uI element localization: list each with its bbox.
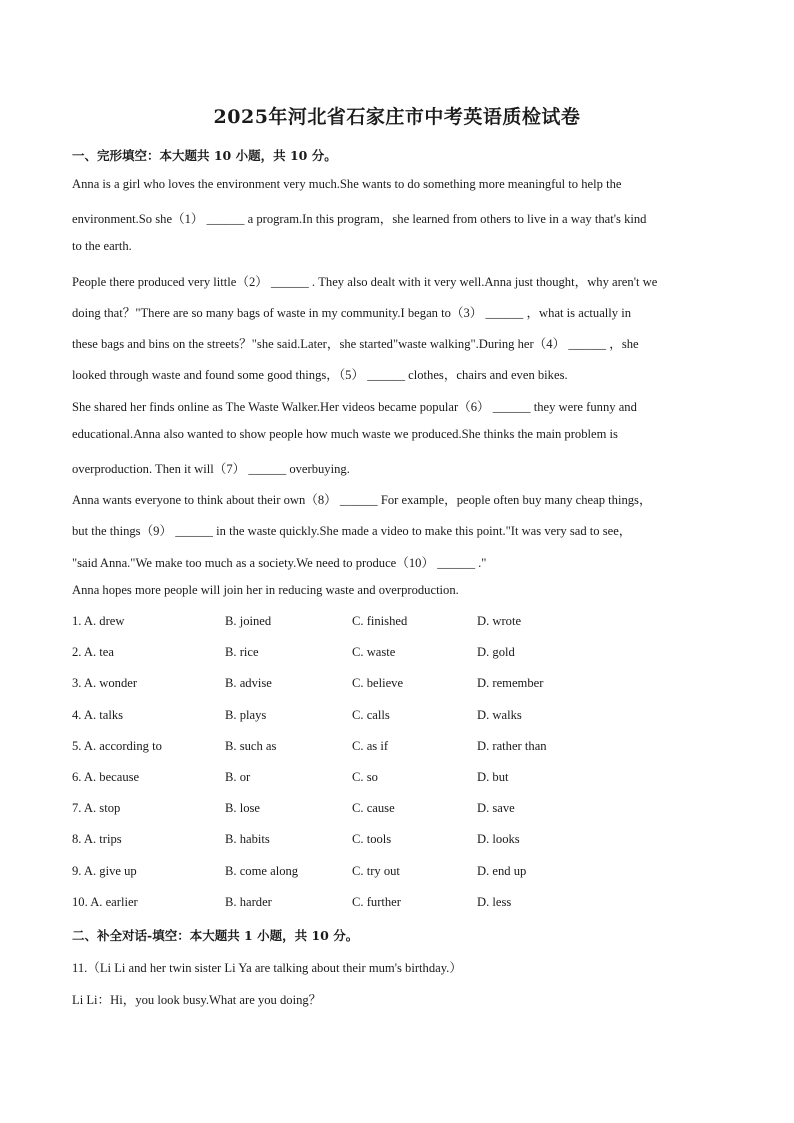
passage-line: Anna wants everyone to think about their own（8） ______ For example，people often buy many cheap things， bbox=[72, 493, 652, 507]
option-choice: D. rather than bbox=[477, 738, 547, 753]
passage-line: Anna hopes more people will join her in reducing waste and overproduction. bbox=[72, 583, 459, 597]
option-choice: B. rice bbox=[225, 645, 259, 660]
option-choice: 8. A. trips bbox=[72, 832, 122, 847]
question-options-row bbox=[72, 739, 592, 755]
option-choice: B. joined bbox=[225, 614, 272, 628]
passage-line: these bags and bins on the streets？"she said.Later，she started"waste walking".During her（4） ______ ，she bbox=[72, 337, 639, 351]
option-choice: B. or bbox=[225, 770, 251, 784]
passage-line: but the things（9） ______ in the waste quickly.She made a video to make this point."It was very sad to see， bbox=[72, 524, 632, 538]
option-choice: C. so bbox=[352, 770, 378, 784]
option-choice: C. try out bbox=[352, 863, 400, 878]
passage-line: Anna is a girl who loves the environment very much.She wants to do something more meaningful to help the bbox=[72, 177, 622, 191]
question-options-row bbox=[72, 895, 592, 911]
section2-heading: 二、补全对话-填空：本大题共 1 小题，共 10 分。 bbox=[72, 928, 359, 943]
option-choice: 2. A. tea bbox=[72, 645, 114, 660]
passage-line: looked through waste and found some good things，（5） ______ clothes，chairs and even bikes. bbox=[72, 368, 568, 382]
option-choice: D. less bbox=[477, 894, 512, 909]
option-choice: C. tools bbox=[352, 832, 392, 847]
exam-title: 2025年河北省石家庄市中考英语质检试卷 bbox=[213, 106, 581, 128]
option-choice: D. but bbox=[477, 770, 509, 784]
option-choice: 1. A. drew bbox=[72, 614, 125, 628]
option-choice: D. remember bbox=[477, 676, 544, 691]
option-choice: B. plays bbox=[225, 707, 267, 722]
option-choice: D. wrote bbox=[477, 614, 522, 628]
passage-line: educational.Anna also wanted to show people how much waste we produced.She thinks the main problem is bbox=[72, 427, 618, 441]
option-choice: C. cause bbox=[352, 801, 395, 816]
dialogue-line: Li Li：Hi，you look busy.What are you doing？ bbox=[72, 993, 322, 1007]
passage-line: doing that？"There are so many bags of waste in my community.I began to（3） ______ ，what is actually in bbox=[72, 306, 632, 320]
option-choice: C. as if bbox=[352, 738, 389, 753]
option-choice: B. advise bbox=[225, 676, 272, 691]
passage-line: She shared her finds online as The Waste Walker.Her videos became popular（6） ______ they were funny and bbox=[72, 400, 637, 414]
option-choice: D. save bbox=[477, 801, 515, 816]
option-choice: 5. A. according to bbox=[72, 738, 162, 753]
option-choice: C. believe bbox=[352, 676, 404, 691]
question-options-row bbox=[72, 614, 592, 630]
option-choice: 7. A. stop bbox=[72, 801, 121, 816]
option-choice: B. harder bbox=[225, 894, 272, 909]
option-choice: D. gold bbox=[477, 645, 515, 660]
option-choice: B. such as bbox=[225, 738, 277, 753]
option-choice: 3. A. wonder bbox=[72, 676, 138, 691]
question-options-row bbox=[72, 801, 592, 817]
passage-line: overproduction. Then it will（7） ______ overbuying. bbox=[72, 462, 350, 476]
question-options-row bbox=[72, 708, 592, 724]
dialogue-intro: 11.（Li Li and her twin sister Li Ya are talking about their mum's birthday.） bbox=[72, 961, 462, 975]
option-choice: 6. A. because bbox=[72, 770, 140, 784]
option-choice: C. calls bbox=[352, 707, 390, 722]
option-choice: B. come along bbox=[225, 863, 299, 878]
passage-line: "said Anna."We make too much as a society.We need to produce（10） ______ ." bbox=[72, 556, 487, 570]
option-choice: 9. A. give up bbox=[72, 863, 137, 878]
option-choice: C. waste bbox=[352, 645, 396, 660]
section1-heading: 一、完形填空：本大题共 10 小题，共 10 分。 bbox=[72, 148, 337, 163]
option-choice: C. finished bbox=[352, 614, 408, 628]
question-options-row bbox=[72, 676, 592, 692]
option-choice: 10. A. earlier bbox=[72, 894, 138, 909]
option-choice: D. looks bbox=[477, 832, 520, 847]
option-choice: C. further bbox=[352, 894, 401, 909]
question-options-row bbox=[72, 770, 592, 786]
option-choice: B. lose bbox=[225, 801, 260, 816]
option-choice: 4. A. talks bbox=[72, 707, 124, 722]
passage-line: People there produced very little（2） ______ . They also dealt with it very well.Anna just thought，why aren't we bbox=[72, 275, 658, 289]
passage-line: to the earth. bbox=[72, 239, 132, 253]
option-choice: D. end up bbox=[477, 863, 527, 878]
question-options-row bbox=[72, 864, 592, 880]
question-options-row bbox=[72, 645, 592, 661]
option-choice: D. walks bbox=[477, 707, 522, 722]
question-options-row bbox=[72, 832, 592, 848]
passage-line: environment.So she（1） ______ a program.In this program，she learned from others to live in a way that's kind bbox=[72, 212, 647, 226]
option-choice: B. habits bbox=[225, 832, 270, 847]
